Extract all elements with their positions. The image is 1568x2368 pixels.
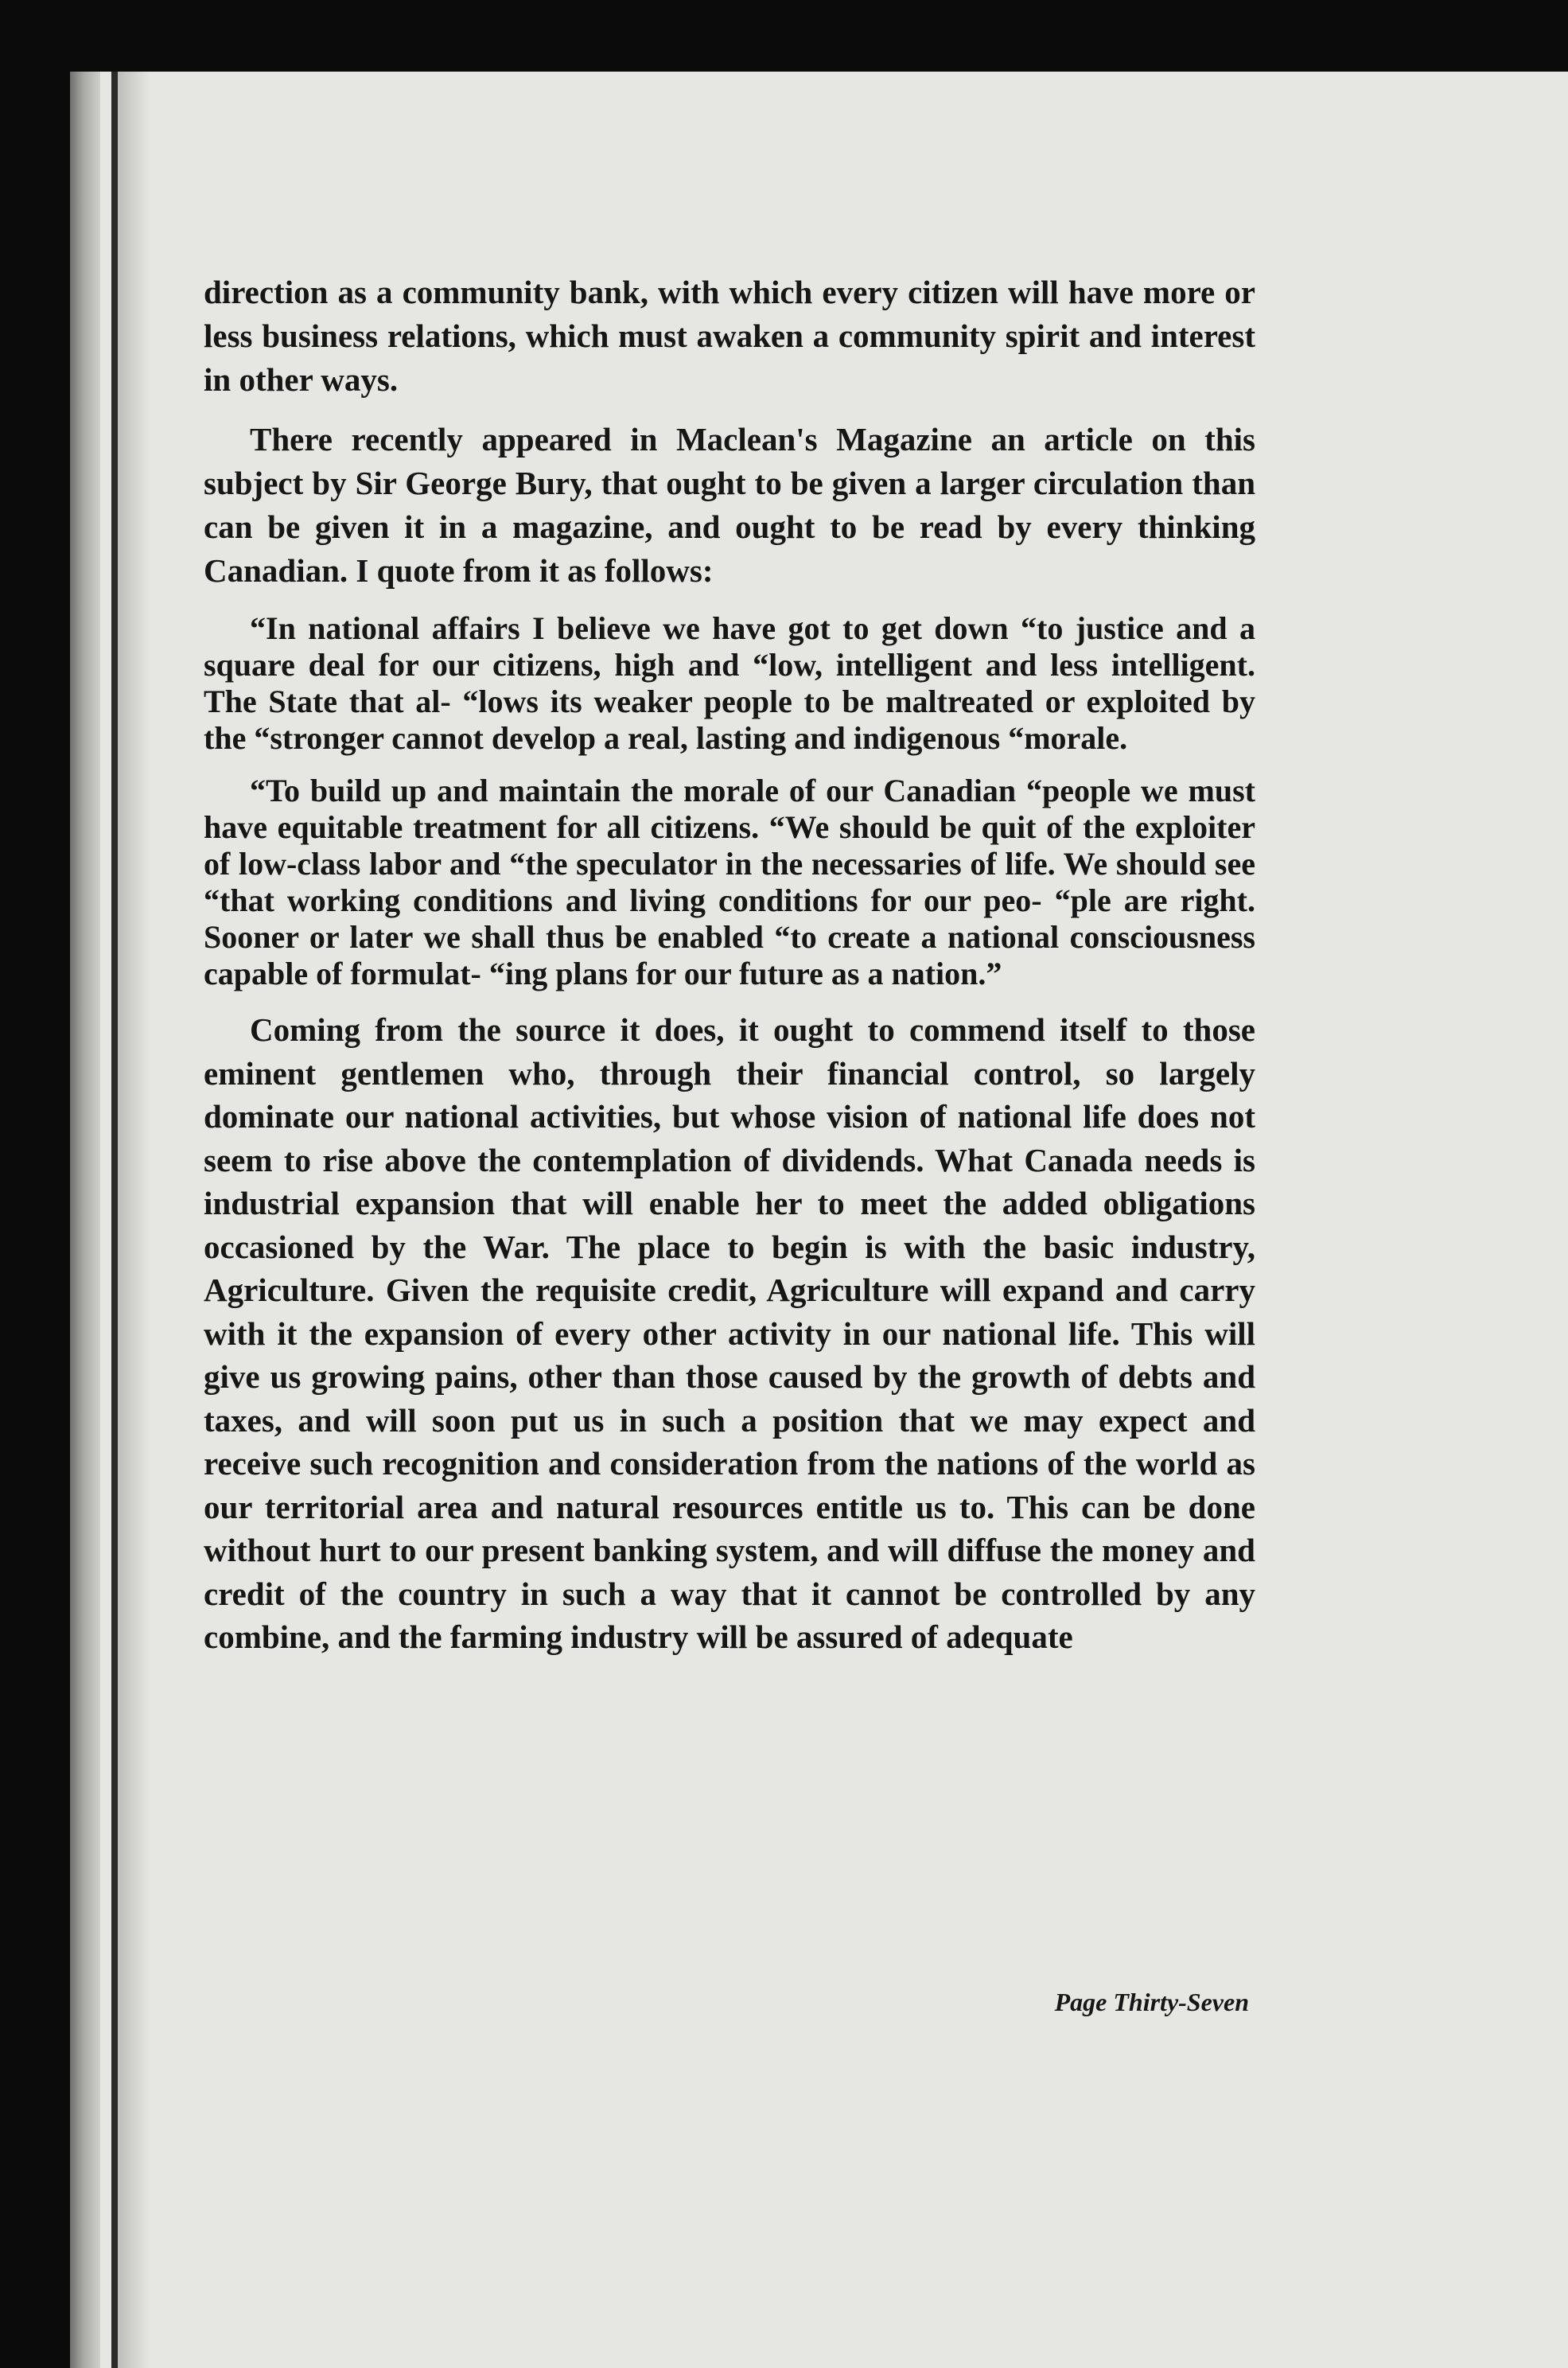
- quote-paragraph-2: “To build up and maintain the morale of our Canadian “people we must have equitable treatment for all citizens. “We should be quit of the exploiter of low-class labor and “the speculator in the necessaries of life. We should see “that working conditions and living conditions for our peo- “ple are right. Sooner or later we shall thus be enabled “to create a national consciousness capable of formulat- “ing plans for our future as a nation.”: [204, 773, 1255, 991]
- body-text: [204, 271, 1255, 1659]
- quote-paragraph-1: “In national affairs I believe we have got to get down “to justice and a square deal for our citizens, high and “low, intelligent and less intelligent. The State that al- “lows its weaker people to be maltreated or exploited by the “stronger cannot develop a real, lasting and indigenous “morale.: [204, 610, 1255, 756]
- paragraph-commentary: Coming from the source it does, it ought to commend itself to those eminent gentlemen who, through their financial control, so largely dominate our national activities, but whose vision of national life does not seem to rise above the contemplation of dividends. What Canada needs is industrial expansion that will enable her to meet the added obligations occasioned by the War. The place to begin is with the basic industry, Agriculture. Given the requisite credit, Agriculture will expand and carry with it the expansion of every other activity in our national life. This will give us growing pains, other than those caused by the growth of debts and taxes, and will soon put us in such a position that we may expect and receive such recognition and consideration from the nations of the world as our territorial area and natural resources entitle us to. This can be done without hurt to our present banking system, and will diffuse the money and credit of the country in such a way that it cannot be controlled by any combine, and the farming industry will be assured of adequate: [204, 1011, 1255, 1655]
- page-number: Page Thirty-Seven: [1054, 1988, 1249, 2016]
- paragraph-intro-quote: There recently appeared in Maclean's Magazine an article on this subject by Sir George Bury, that ought to be given a larger circulation than can be given it in a magazine, and ought to be read by every thinking Canadian. I quote from it as follows:: [204, 421, 1255, 589]
- gutter-shadow: [118, 72, 150, 2368]
- paragraph-continued: direction as a community bank, with which every citizen will have more or less business relations, which must awaken a community spirit and interest in other ways.: [204, 274, 1255, 398]
- binding-edge: [111, 72, 118, 2368]
- page-gutter: [70, 72, 100, 2368]
